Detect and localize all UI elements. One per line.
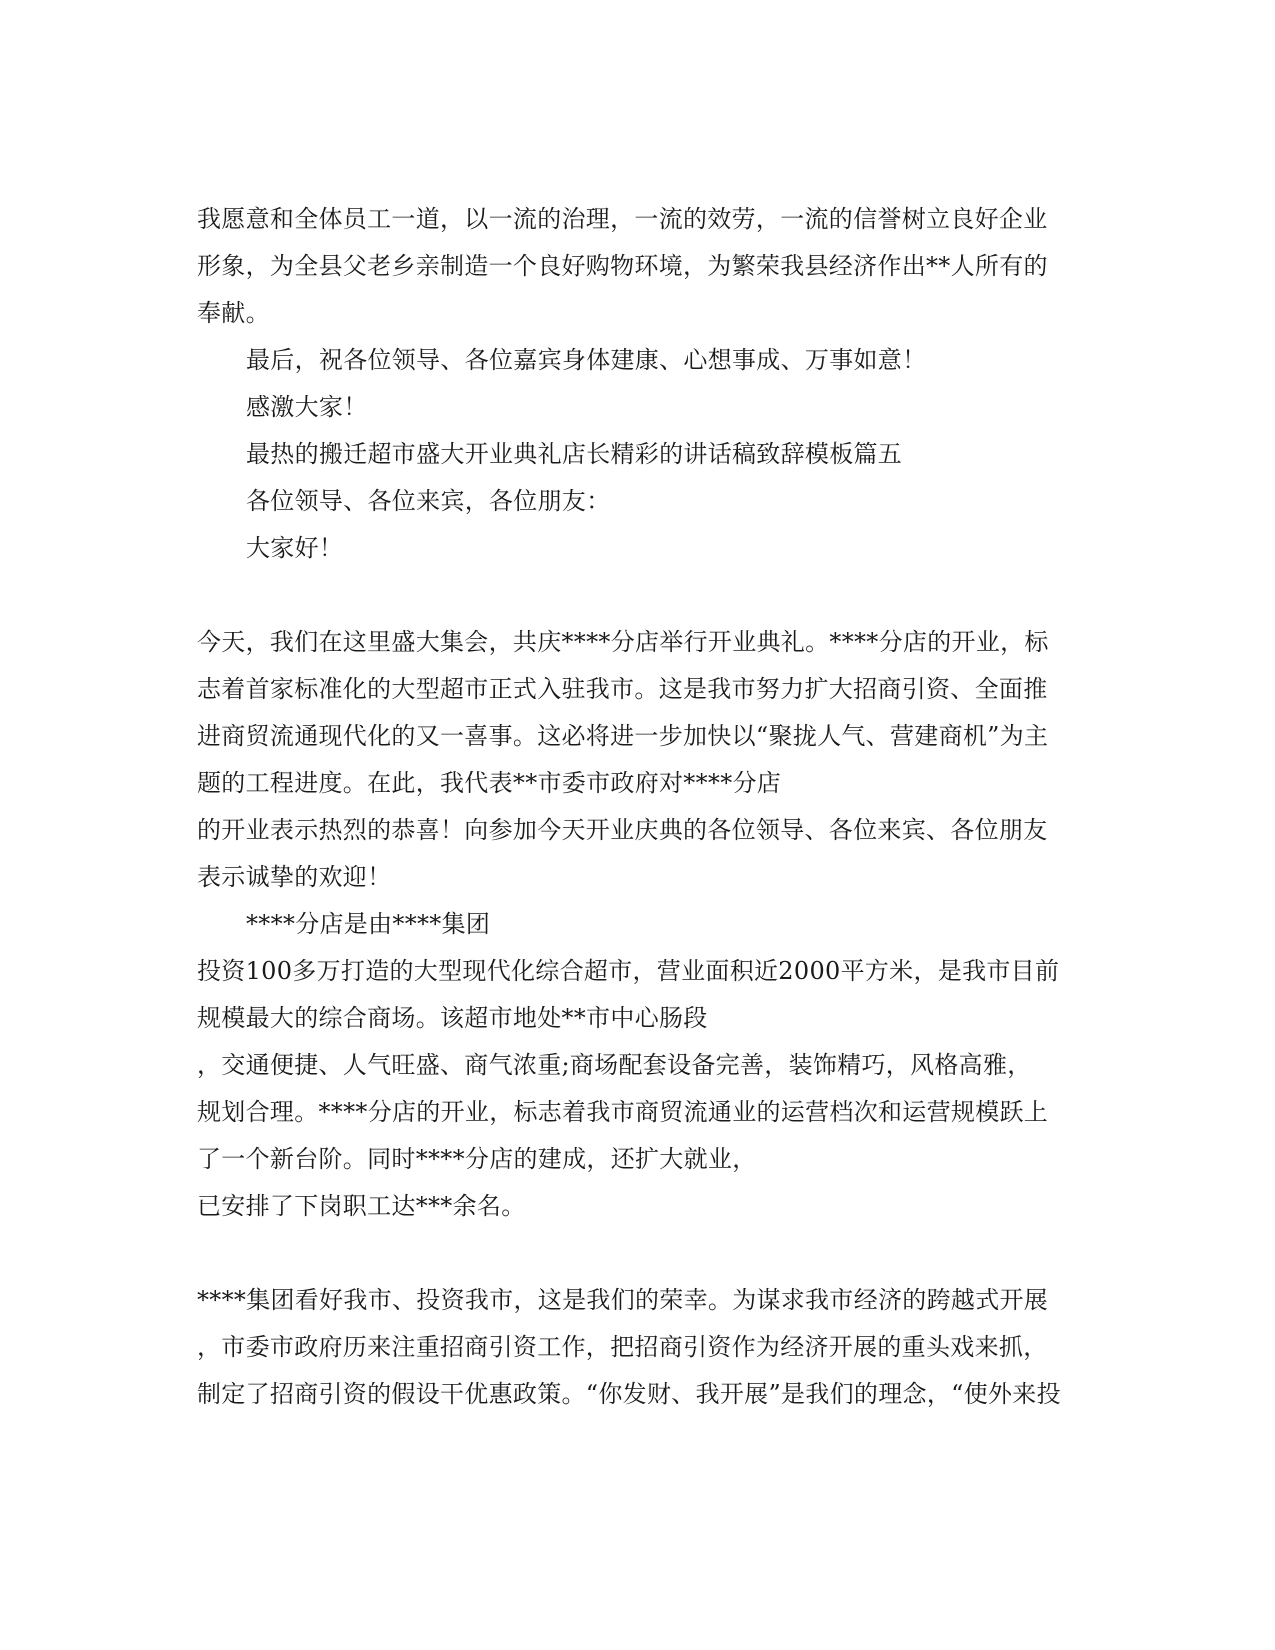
text-line: 形象，为全县父老乡亲制造一个良好购物环境，为繁荣我县经济作出**人所有的: [197, 252, 1048, 280]
text-line: 规划合理。****分店的开业，标志着我市商贸流通业的运营档次和运营规模跃上: [197, 1098, 1049, 1126]
text-line: 规模最大的综合商场。该超市地处**市中心肠段: [197, 1004, 708, 1032]
text-line: 最后，祝各位领导、各位嘉宾身体建康、心想事成、万事如意！: [246, 346, 927, 374]
text-line: 感激大家！: [246, 393, 368, 421]
text-line: ，交通便捷、人气旺盛、商气浓重;商场配套设备完善，装饰精巧，风格高雅，: [197, 1051, 1032, 1079]
text-line: 投资100多万打造的大型现代化综合超市，营业面积近2000平方米，是我市目前: [197, 957, 1060, 985]
text-line: 题的工程进度。在此，我代表**市委市政府对****分店: [197, 769, 782, 797]
text-line: 的开业表示热烈的恭喜！向参加今天开业庆典的各位领导、各位来宾、各位朋友: [197, 816, 1048, 844]
text-line: ****集团看好我市、投资我市，这是我们的荣幸。为谋求我市经济的跨越式开展: [197, 1286, 1049, 1314]
text-line: 我愿意和全体员工一道，以一流的治理，一流的效劳，一流的信誉树立良好企业: [197, 205, 1048, 233]
text-line: 奉献。: [197, 299, 270, 327]
salutation: 各位领导、各位来宾，各位朋友：: [246, 487, 611, 515]
text-line: 制定了招商引资的假设干优惠政策。“你发财、我开展”是我们的理念，“使外来投: [197, 1380, 1061, 1408]
greeting: 大家好！: [246, 534, 344, 562]
text-line: ，市委市政府历来注重招商引资工作，把招商引资作为经济开展的重头戏来抓，: [197, 1333, 1048, 1361]
text-line: 进商贸流通现代化的又一喜事。这必将进一步加快以“聚拢人气、营建商机”为主: [197, 722, 1049, 750]
text-line: 表示诚挚的欢迎！: [197, 863, 392, 891]
text-line: 志着首家标准化的大型超市正式入驻我市。这是我市努力扩大招商引资、全面推: [197, 675, 1048, 703]
text-line: 了一个新台阶。同时****分店的建成，还扩大就业，: [197, 1145, 757, 1173]
section-heading: 最热的搬迁超市盛大开业典礼店长精彩的讲话稿致辞模板篇五: [246, 440, 903, 468]
text-line: 今天，我们在这里盛大集会，共庆****分店举行开业典礼。****分店的开业，标: [197, 628, 1049, 656]
text-line: ****分店是由****集团: [246, 910, 491, 938]
text-line: 已安排了下岗职工达***余名。: [197, 1192, 526, 1220]
